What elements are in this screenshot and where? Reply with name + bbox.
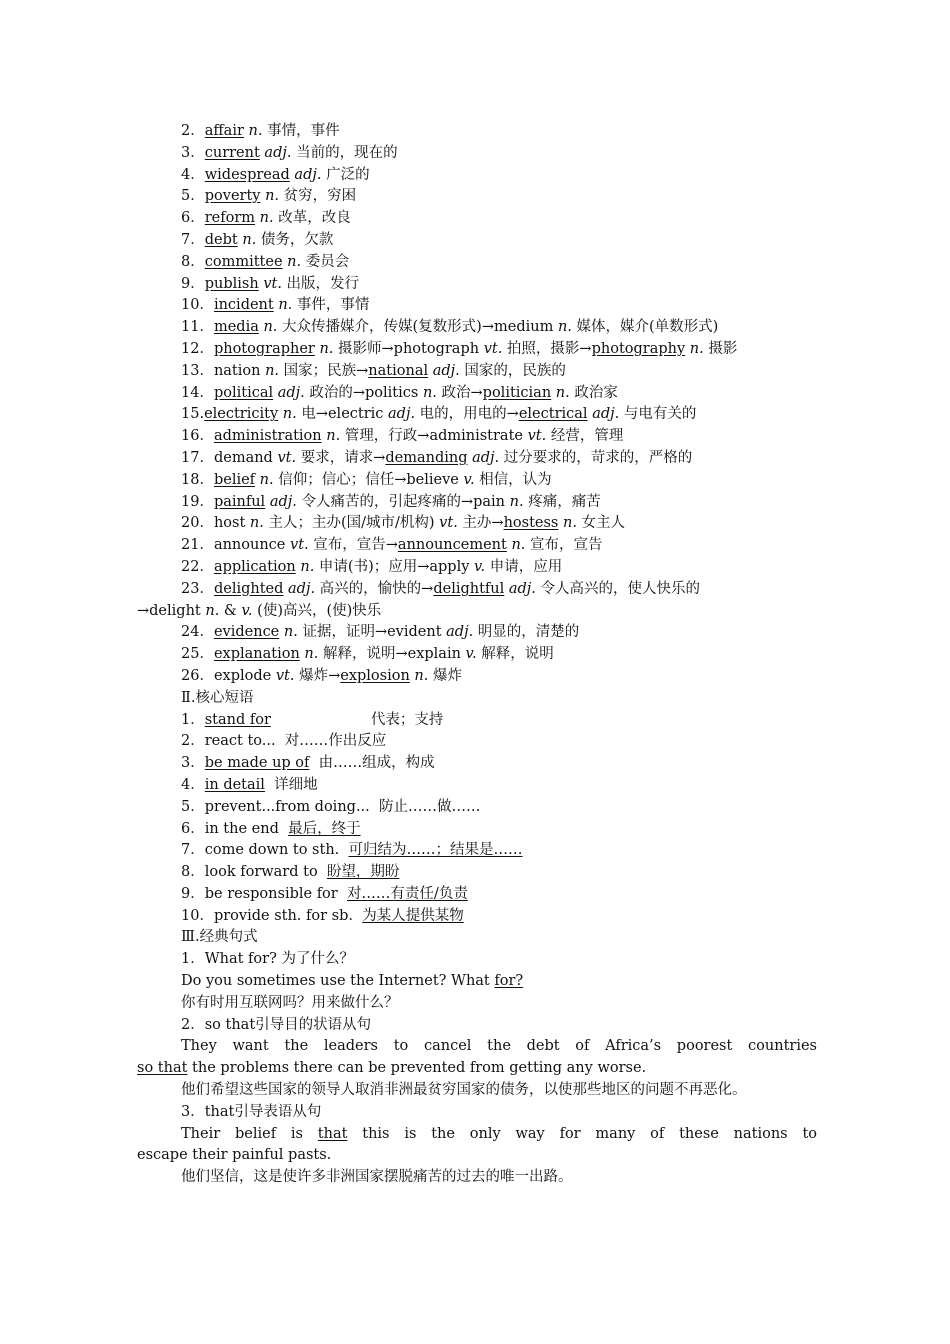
text-segment: 主办→	[457, 515, 504, 532]
text-segment: 10．	[181, 297, 214, 314]
phrases-heading: Ⅱ.核心短语	[181, 689, 254, 706]
part-of-speech: n.	[282, 406, 297, 423]
text-segment: 10．provide sth. for sb.	[181, 907, 363, 924]
part-of-speech: vt.	[290, 537, 309, 554]
vocab-entry	[137, 230, 817, 252]
text-segment: 21．announce	[181, 537, 290, 554]
text-segment: the problems there can be prevented from getting any worse.	[187, 1060, 647, 1077]
part-of-speech: vt.	[439, 515, 458, 532]
part-of-speech: v.	[474, 558, 486, 575]
underlined-answer: photography	[591, 340, 686, 357]
vocab-entry	[137, 448, 817, 470]
vocab-entry	[137, 383, 817, 405]
text-segment: Do you sometimes use the Internet? What	[181, 973, 495, 990]
part-of-speech: n.	[422, 384, 437, 401]
text-segment: 6．	[181, 210, 205, 227]
sentences-heading: Ⅲ.经典句式	[181, 929, 258, 946]
underlined-answer: so that	[137, 1060, 188, 1077]
part-of-speech: n.	[205, 602, 220, 619]
part-of-speech: n.	[563, 515, 577, 532]
text-segment: &	[219, 602, 242, 619]
phrase-entry	[137, 819, 817, 841]
part-of-speech: n.	[326, 428, 341, 445]
vocab-entry	[137, 579, 817, 601]
part-of-speech: n.	[248, 123, 263, 139]
underlined-answer: belief	[213, 471, 256, 488]
text-segment: 详细地	[264, 776, 318, 793]
part-of-speech: n.	[557, 319, 572, 336]
sentence-3-example-line-2: escape their painful pasts.	[137, 1147, 332, 1164]
text-segment: 电→electric	[296, 406, 389, 423]
underlined-answer: evidence	[213, 624, 280, 641]
part-of-speech: vt.	[275, 667, 295, 684]
part-of-speech: adj.	[388, 406, 416, 423]
vocab-entry	[137, 165, 817, 187]
vocab-entry	[137, 470, 817, 492]
sentence-2-title: 2．so that引导目的状语从句	[181, 1016, 372, 1033]
vocab-entry	[137, 426, 817, 448]
text-segment: 解释，说明	[476, 646, 554, 663]
part-of-speech: n.	[249, 515, 264, 532]
sentence-3-title: 3．that引导表语从句	[181, 1103, 322, 1120]
vocab-entry	[137, 274, 817, 296]
part-of-speech: n.	[265, 362, 280, 379]
part-of-speech: v.	[463, 471, 475, 488]
text-segment: 政治→	[436, 384, 483, 401]
underlined-answer: stand for	[204, 711, 271, 728]
text-segment: 14．	[181, 384, 214, 401]
text-segment: 爆炸	[428, 667, 462, 684]
text-segment: 宣布，宣告	[525, 537, 603, 554]
text-segment: 5．prevent...from doing... 防止……做……	[181, 798, 481, 815]
underlined-answer: for?	[494, 973, 524, 990]
underlined-answer: reform	[204, 210, 256, 227]
underlined-answer: widespread	[204, 166, 290, 183]
text-segment: 疼痛，痛苦	[523, 493, 601, 510]
vocab-entry	[137, 513, 817, 535]
sentence-2-example-line-2	[137, 1058, 817, 1080]
part-of-speech: n.	[511, 537, 526, 554]
vocab-entry	[137, 644, 817, 666]
text-segment: 1．	[181, 711, 205, 728]
text-segment: (使)高兴，(使)快乐	[252, 602, 382, 619]
text-segment: Their belief is	[181, 1125, 318, 1142]
text-segment: 申请(书)；应用→apply	[314, 558, 475, 575]
underlined-answer: poverty	[204, 188, 261, 205]
text-segment: 事情，事件	[262, 123, 340, 139]
text-segment: 15.	[181, 406, 205, 423]
text-segment: 代表；支持	[370, 711, 444, 728]
text-segment: 摄影	[703, 340, 738, 357]
vocab-entry	[137, 208, 817, 230]
underlined-answer: delighted	[213, 580, 284, 597]
part-of-speech: n.	[300, 558, 315, 575]
text-segment: 申请，应用	[485, 558, 563, 575]
text-segment: 12．	[181, 340, 214, 357]
text-segment: 相信，认为	[474, 471, 552, 488]
underlined-answer: incident	[213, 297, 274, 314]
underlined-answer: painful	[213, 493, 266, 510]
vocab-entry	[137, 121, 817, 143]
text-segment: 24．	[181, 624, 214, 641]
sentence-2-translation: 他们希望这些国家的领导人取消非洲最贫穷国家的债务，以使那些地区的问题不再恶化。	[181, 1082, 747, 1099]
vocab-entry	[137, 666, 817, 688]
phrase-entry	[137, 884, 817, 906]
part-of-speech: adj.	[592, 406, 620, 423]
text-segment: 26．explode	[181, 667, 276, 684]
text-segment: 媒体，媒介(单数形式)	[571, 319, 719, 336]
part-of-speech: n.	[689, 340, 704, 357]
sentence-1-example	[137, 971, 817, 993]
part-of-speech: adj.	[277, 384, 305, 401]
text-segment: 要求，请求→	[296, 449, 386, 466]
underlined-answer: committee	[204, 253, 283, 270]
part-of-speech: n.	[555, 384, 570, 401]
document-page	[137, 121, 817, 1189]
text-segment: this is the only way for many of these nations to	[347, 1125, 818, 1142]
vocab-entry	[137, 404, 817, 426]
text-segment: 政治的→politics	[304, 384, 423, 401]
part-of-speech: n.	[259, 210, 274, 227]
part-of-speech: v.	[465, 646, 477, 663]
text-segment: 7．	[181, 231, 205, 248]
text-segment: 9．be responsible for	[181, 885, 347, 902]
text-segment: 7．come down to sth.	[181, 842, 349, 859]
sentence-3-translation: 他们坚信，这是使许多非洲国家摆脱痛苦的过去的唯一出路。	[181, 1169, 573, 1186]
part-of-speech: adj.	[264, 144, 292, 161]
underlined-answer: political	[213, 384, 274, 401]
part-of-speech: adj.	[294, 166, 322, 183]
text-segment: 过分要求的，苛求的，严格的	[499, 449, 693, 466]
part-of-speech: n.	[283, 624, 298, 641]
text-segment: 解释，说明→explain	[318, 646, 466, 663]
text-segment: 22．	[181, 558, 214, 575]
text-segment: 事件，事情	[292, 297, 370, 314]
underlined-answer: debt	[204, 231, 238, 248]
text-segment: 电的，用电的→	[415, 406, 519, 423]
phrase-entry	[137, 775, 817, 797]
text-segment: 2．react to... 对……作出反应	[181, 733, 387, 750]
part-of-speech: adj.	[508, 580, 536, 597]
part-of-speech: v.	[241, 602, 253, 619]
underlined-answer: administration	[213, 428, 322, 445]
text-segment: 与电有关的	[619, 406, 697, 423]
text-segment: 2．	[181, 123, 205, 139]
text-segment: 25．	[181, 646, 214, 663]
text-segment: 政治家	[569, 384, 618, 401]
text-segment: 出版，发行	[281, 275, 360, 292]
phrase-entry	[137, 840, 817, 862]
text-segment: 大众传播媒介，传媒(复数形式)→medium	[277, 319, 558, 336]
underlined-answer: electrical	[518, 406, 588, 423]
text-segment: 女主人	[576, 515, 626, 532]
text-segment: 委员会	[301, 253, 350, 270]
text-segment: 17．demand	[181, 449, 278, 466]
underlined-answer: 最后，终于	[288, 820, 361, 837]
vocab-entry	[137, 339, 817, 361]
text-segment: 13．nation	[181, 362, 266, 379]
underlined-answer: 对……有责任/负责	[346, 885, 468, 902]
phrase-entry	[137, 753, 817, 775]
part-of-speech: vt.	[483, 340, 503, 357]
underlined-answer: application	[213, 558, 296, 575]
text-segment: 爆炸→	[294, 667, 341, 684]
vocab-entry	[137, 557, 817, 579]
text-segment: 明显的，清楚的	[473, 624, 580, 641]
phrase-entry	[137, 731, 817, 753]
text-segment: 宣布，宣告→	[308, 537, 398, 554]
text-segment: 广泛的	[321, 166, 370, 183]
underlined-answer: politician	[482, 384, 552, 401]
vocab-entry	[137, 601, 817, 623]
vocab-entry	[137, 295, 817, 317]
underlined-answer: in detail	[204, 776, 265, 793]
part-of-speech: n.	[278, 297, 293, 314]
sentence-1-title: 1．What for? 为了什么？	[181, 951, 354, 968]
part-of-speech: vt.	[277, 449, 297, 466]
vocab-entry	[137, 535, 817, 557]
part-of-speech: n.	[242, 231, 257, 248]
text-segment: 拍照，摄影→	[502, 340, 592, 357]
text-segment: 23．	[181, 580, 214, 597]
sentence-2-example-line-1: They want the leaders to cancel the debt of Africa’s poorest countries	[181, 1038, 817, 1055]
text-segment: 19．	[181, 493, 214, 510]
part-of-speech: vt.	[527, 428, 547, 445]
underlined-answer: 为某人提供某物	[362, 907, 464, 924]
underlined-answer: national	[368, 362, 429, 379]
underlined-answer: that	[317, 1125, 348, 1142]
vocab-entry	[137, 492, 817, 514]
underlined-answer: affair	[204, 123, 244, 139]
underlined-answer: explosion	[340, 667, 410, 684]
underlined-answer: 可归结为……；结果是……	[348, 842, 523, 859]
text-segment: 20．host	[181, 515, 250, 532]
text-segment: 改革，改良	[273, 210, 351, 227]
vocab-entry	[137, 622, 817, 644]
text-segment: 信仰；信心；信任→believe	[273, 471, 464, 488]
underlined-answer: current	[204, 144, 260, 161]
text-segment: 令人高兴的，使人快乐的	[535, 580, 701, 597]
phrase-entry	[137, 862, 817, 884]
underlined-answer: photographer	[213, 340, 315, 357]
text-segment: 8．	[181, 253, 205, 270]
sentence-3-example-line-1	[137, 1124, 817, 1146]
text-segment: 管理，行政→administrate	[340, 428, 528, 445]
text-segment: 18．	[181, 471, 214, 488]
vocab-entry	[137, 361, 817, 383]
phrase-entry	[137, 906, 817, 928]
text-segment: 6．in the end	[181, 820, 289, 837]
part-of-speech: adj.	[288, 580, 316, 597]
vocab-entry	[137, 143, 817, 165]
part-of-speech: n.	[304, 646, 319, 663]
underlined-answer: be made up of	[204, 755, 310, 772]
text-segment: →delight	[137, 602, 206, 619]
underlined-answer: hostess	[503, 515, 559, 532]
text-segment: 3．	[181, 144, 205, 161]
text-segment: 贫穷，穷困	[279, 188, 357, 205]
text-segment: 债务，欠款	[256, 231, 334, 248]
vocab-entry	[137, 252, 817, 274]
part-of-speech: n.	[265, 188, 280, 205]
sentence-1-translation: 你有时用互联网吗？用来做什么？	[181, 994, 399, 1011]
part-of-speech: adj.	[269, 493, 297, 510]
part-of-speech: adj.	[446, 624, 474, 641]
text-segment: 5．	[181, 188, 205, 205]
text-segment: 9．	[181, 275, 205, 292]
underlined-answer: media	[213, 319, 259, 336]
text-segment: 证据，证明→evident	[297, 624, 447, 641]
text-segment: 4．	[181, 776, 205, 793]
text-segment: 国家的，民族的	[459, 362, 566, 379]
part-of-speech: n.	[259, 471, 274, 488]
phrase-entry	[137, 710, 817, 732]
vocab-entry	[137, 186, 817, 208]
vocab-entry	[137, 317, 817, 339]
underlined-answer: electricity	[204, 406, 279, 423]
text-segment: 16．	[181, 428, 214, 445]
text-segment: 高兴的，愉快的→	[315, 580, 434, 597]
text-segment: 3．	[181, 755, 205, 772]
part-of-speech: n.	[263, 319, 278, 336]
underlined-answer: publish	[204, 275, 259, 292]
part-of-speech: adj.	[432, 362, 460, 379]
part-of-speech: n.	[414, 667, 429, 684]
underlined-answer: demanding	[385, 449, 468, 466]
part-of-speech: n.	[509, 493, 524, 510]
text-segment: 令人痛苦的，引起疼痛的→pain	[296, 493, 510, 510]
part-of-speech: adj.	[472, 449, 500, 466]
phrase-list	[137, 710, 817, 928]
part-of-speech: n.	[319, 340, 334, 357]
underlined-answer: 盼望，期盼	[326, 864, 400, 881]
text-segment: 主人；主办(国/城市/机构)	[263, 515, 440, 532]
part-of-speech: n.	[287, 253, 302, 270]
underlined-answer: announcement	[397, 537, 507, 554]
text-segment: 摄影师→photograph	[333, 340, 484, 357]
text-segment: 经营，管理	[546, 428, 624, 445]
text-segment: 11．	[181, 319, 214, 336]
vocabulary-list	[137, 121, 817, 688]
part-of-speech: vt.	[263, 275, 282, 292]
text-segment: 4．	[181, 166, 205, 183]
text-segment: 国家；民族→	[279, 362, 369, 379]
text-segment: 8．look forward to	[181, 864, 327, 881]
phrase-entry	[137, 797, 817, 819]
underlined-answer: explanation	[213, 646, 300, 663]
underlined-answer: delightful	[433, 580, 505, 597]
text-segment: 由……组成，构成	[309, 755, 435, 772]
text-segment: 当前的，现在的	[291, 144, 398, 161]
